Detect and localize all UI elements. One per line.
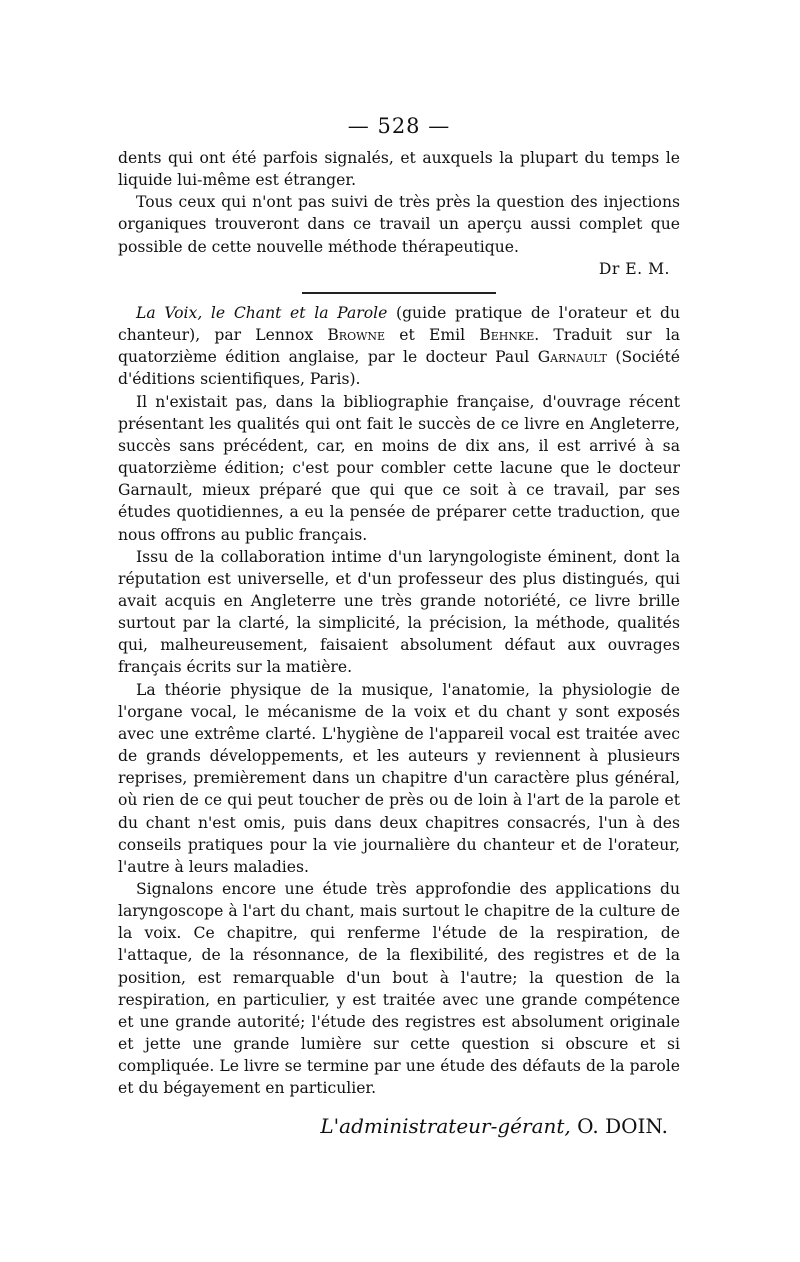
- review-heading-text: (Société d'éditions scientifiques, Paris).: [118, 348, 680, 389]
- spacer: [118, 1100, 680, 1115]
- review-paragraph: Signalons encore une étude très approfondie des applications du laryngoscope à l'art du chant, mais surtout le chapitre de la culture de la voix. Ce chapitre, qui renferme l'étude de la respiration, de l'attaque, de la résonnance, de la flexibilité, des registres et de la position, est remarquable d'un bout à l'autre; la question de la respiration, en particulier, y est traitée avec une grande compétence et une grande autorité; l'étude des registres est absolument originale et jette une grande lumière sur cette question si obscure et si compliquée. Le livre se termine par une étude des défauts de la parole et du bégayement en particulier.: [118, 880, 680, 1098]
- section-divider: [302, 292, 496, 294]
- page-number: — 528 —: [347, 114, 451, 138]
- author-name: Behnke: [479, 326, 535, 345]
- spacer: [118, 280, 680, 292]
- carryover-paragraph: dents qui ont été parfois signalés, et auxquels la plupart du temps le liquide lui-même est étranger.: [118, 149, 680, 190]
- author-name: Browne: [327, 326, 386, 345]
- article-signature: Dr E. M.: [598, 259, 670, 278]
- translator-name: Garnault: [537, 348, 607, 367]
- review-paragraph: La théorie physique de la musique, l'anatomie, la physiologie de l'organe vocal, le mécanisme de la voix et du chant y sont exposés avec une extrême clarté. L'hygiène de l'appareil vocal est traitée avec de grands développements, et les auteurs y reviennent à plusieurs reprises, premièrement dans un chapitre d'un caractère plus général, où rien de ce qui peut toucher de près ou de loin à l'art de la parole et du chant n'est omis, puis dans deux chapitres consacrés, l'un à des conseils pratiques pour la vie journalière du chanteur et de l'orateur, l'autre à leurs maladies.: [118, 680, 680, 876]
- publisher-footer: [118, 1115, 680, 1137]
- page-body: [118, 147, 680, 1137]
- review-paragraph: Issu de la collaboration intime d'un laryngologiste éminent, dont la réputation est universelle, et d'un professeur des plus distingués, qui avait acquis en Angleterre une très grande notoriété, ce livre brille surtout par la clarté, la simplicité, la précision, la méthode, qualités qui, malheureusement, faisaient absolument défaut aux ouvrages français écrits sur la matière.: [118, 547, 680, 677]
- journal-page: [118, 0, 680, 1262]
- review-heading-text: . Traduit sur la quatorzième édition anglaise, par le docteur Paul: [118, 326, 681, 367]
- review-paragraph: Il n'existait pas, dans la bibliographie française, d'ouvrage récent présentant les qualités qui ont fait le succès de ce livre en Angleterre, succès sans précédent, car, en moins de dix ans, il est arrivé à sa quatorzième édition; c'est pour combler cette lacune que le docteur Garnault, mieux préparé que qui que ce soit à ce travail, par ses études quotidiennes, a eu la pensée de préparer cette traduction, que nous offrons au public français.: [118, 392, 680, 544]
- publisher-name: O. DOIN.: [577, 1113, 668, 1138]
- book-title: La Voix, le Chant et la Parole: [136, 303, 388, 322]
- review-heading: [118, 302, 680, 391]
- review-heading-text: (guide pratique de l'orateur et du chanteur), par Lennox: [118, 303, 680, 345]
- closing-paragraph: Tous ceux qui n'ont pas suivi de très près la question des injections organiques trouveront dans ce travail un aperçu aussi complet que possible de cette nouvelle méthode thérapeutique.: [118, 193, 680, 256]
- publisher-role: L'administrateur-gérant,: [320, 1113, 571, 1138]
- review-heading-text: et Emil: [385, 326, 480, 345]
